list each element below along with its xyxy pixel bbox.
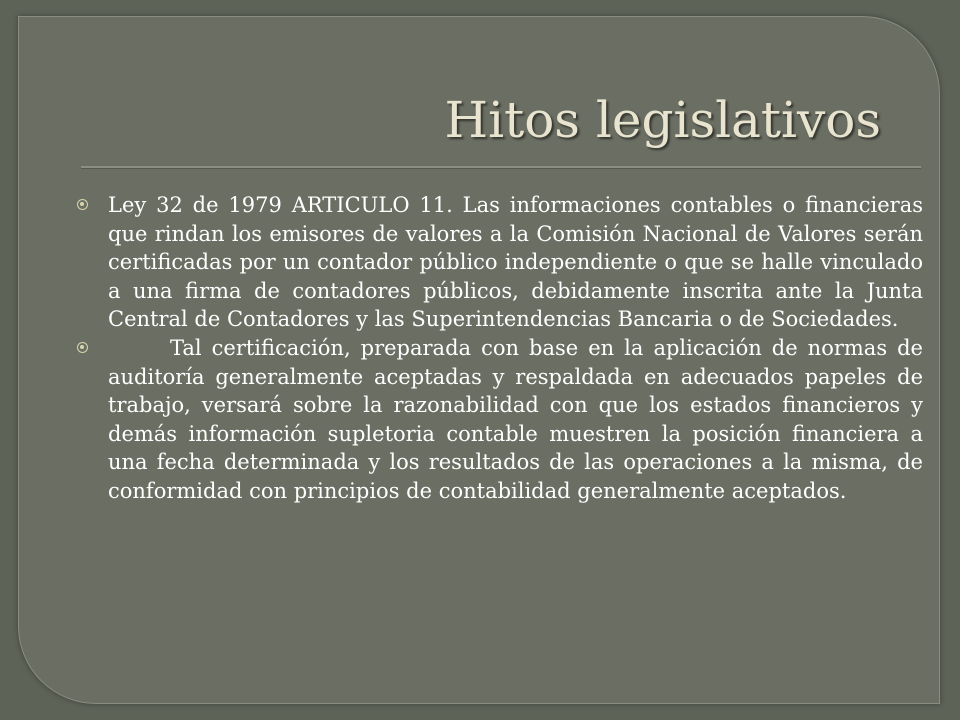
title-divider — [81, 166, 921, 169]
slide-panel — [18, 16, 940, 704]
bullet-item — [77, 191, 923, 334]
bullet-item — [77, 334, 923, 506]
circled-dot-bullet-icon — [77, 199, 88, 210]
bullet-text: Ley 32 de 1979 ARTICULO 11. Las informaciones contables o financieras que rindan los emisores de valores a la Comisión Nacional de Valores serán certificadas por un contador público independiente o que se halle vinculado a una firma de contadores públicos, debidamente inscrita ante la Junta Central de Contadores y las Superintendencias Bancaria o de Sociedades. — [108, 193, 923, 332]
bullet-text: Tal certificación, preparada con base en la aplicación de normas de auditoría generalmente aceptadas y respaldada en adecuados papeles de trabajo, versará sobre la razonabilidad con que los estados financieros y demás información supletoria contable muestren la posición financiera a una fecha determinada y los resultados de las operaciones a la misma, de conformidad con principios de contabilidad generalmente aceptados. — [108, 335, 923, 503]
bullet-list — [77, 191, 923, 506]
circled-dot-bullet-icon — [77, 342, 88, 353]
slide-title: Hitos legislativos — [444, 91, 881, 149]
